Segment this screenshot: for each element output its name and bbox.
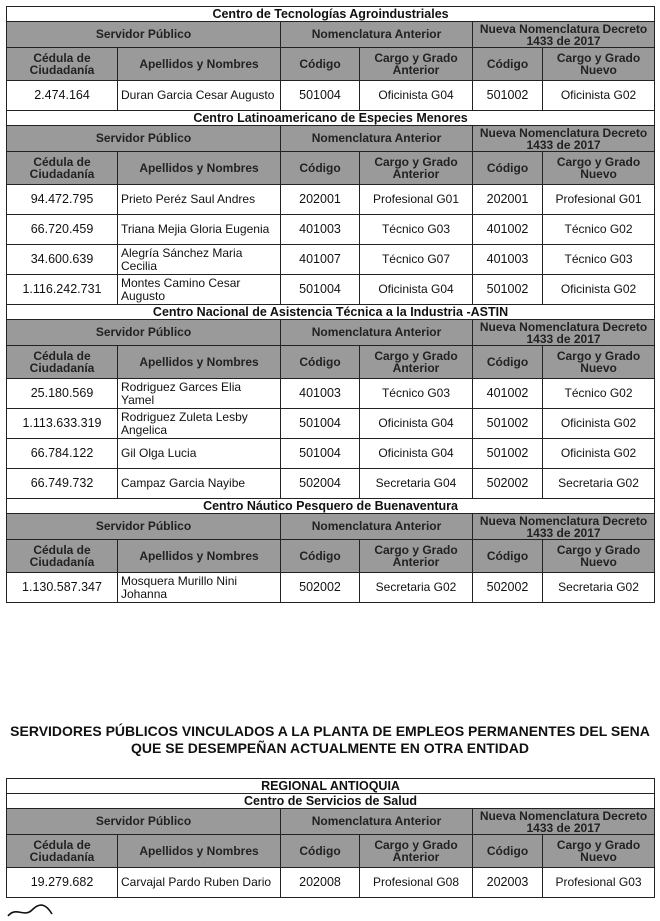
section-title-row	[7, 111, 655, 126]
cargo-anterior-cell: Secretaria G02	[360, 573, 473, 603]
codigo-anterior-cell: 501004	[281, 275, 360, 305]
header-servidor-publico: Servidor Público	[7, 22, 281, 48]
table-row	[7, 379, 655, 409]
cedula-cell: 66.720.459	[7, 215, 118, 245]
cedula-cell: 2.474.164	[7, 81, 118, 111]
cargo-nuevo-cell: Técnico G02	[543, 215, 655, 245]
cedula-cell: 19.279.682	[7, 868, 118, 898]
cargo-nuevo-cell: Técnico G02	[543, 379, 655, 409]
codigo-anterior-cell: 202001	[281, 185, 360, 215]
header-nomenclatura-anterior: Nomenclatura Anterior	[281, 809, 473, 835]
header-row-columns	[7, 152, 655, 185]
header-cargo-anterior: Cargo y Grado Anterior	[360, 48, 473, 81]
header-codigo-nuevo: Código	[473, 48, 543, 81]
header-cargo-nuevo: Cargo y Grado Nuevo	[543, 540, 655, 573]
header-codigo: Código	[281, 48, 360, 81]
header-cargo-anterior: Cargo y Grado Anterior	[360, 835, 473, 868]
header-cargo-anterior: Cargo y Grado Anterior	[360, 152, 473, 185]
cedula-cell: 66.784.122	[7, 439, 118, 469]
cargo-anterior-cell: Oficinista G04	[360, 81, 473, 111]
cargo-anterior-cell: Técnico G07	[360, 245, 473, 275]
header-cedula: Cédula de Ciudadanía	[7, 540, 118, 573]
codigo-anterior-cell: 401003	[281, 379, 360, 409]
header-servidor-publico: Servidor Público	[7, 809, 281, 835]
nombre-cell: Duran Garcia Cesar Augusto	[118, 81, 281, 111]
header-cargo-nuevo: Cargo y Grado Nuevo	[543, 48, 655, 81]
header-cargo-nuevo: Cargo y Grado Nuevo	[543, 152, 655, 185]
header-apellidos: Apellidos y Nombres	[118, 835, 281, 868]
nombre-cell: Gil Olga Lucia	[118, 439, 281, 469]
cargo-anterior-cell: Secretaria G04	[360, 469, 473, 499]
signature-mark	[6, 902, 76, 920]
regional-table	[6, 778, 655, 898]
header-cedula: Cédula de Ciudadanía	[7, 346, 118, 379]
codigo-anterior-cell: 501004	[281, 439, 360, 469]
nombre-cell: Mosquera Murillo Nini Johanna	[118, 573, 281, 603]
cedula-cell: 1.130.587.347	[7, 573, 118, 603]
codigo-anterior-cell: 202008	[281, 868, 360, 898]
header-nueva-nomenclatura: Nueva Nomenclatura Decreto 1433 de 2017	[473, 809, 655, 835]
header-cargo-nuevo: Cargo y Grado Nuevo	[543, 346, 655, 379]
codigo-nuevo-cell: 501002	[473, 81, 543, 111]
codigo-nuevo-cell: 501002	[473, 275, 543, 305]
table-row	[7, 215, 655, 245]
table-row	[7, 573, 655, 603]
table-row	[7, 409, 655, 439]
cargo-nuevo-cell: Oficinista G02	[543, 439, 655, 469]
cedula-cell: 1.113.633.319	[7, 409, 118, 439]
header-row-group	[7, 514, 655, 540]
cargo-anterior-cell: Oficinista G04	[360, 439, 473, 469]
header-codigo-nuevo: Código	[473, 835, 543, 868]
regional-center-row	[7, 794, 655, 809]
cargo-anterior-cell: Profesional G01	[360, 185, 473, 215]
codigo-anterior-cell: 502004	[281, 469, 360, 499]
header-nueva-nomenclatura: Nueva Nomenclatura Decreto 1433 de 2017	[473, 320, 655, 346]
codigo-nuevo-cell: 501002	[473, 439, 543, 469]
codigo-anterior-cell: 501004	[281, 409, 360, 439]
header-row-columns	[7, 48, 655, 81]
table-row	[7, 868, 655, 898]
nombre-cell: Montes Camino Cesar Augusto	[118, 275, 281, 305]
header-nueva-nomenclatura: Nueva Nomenclatura Decreto 1433 de 2017	[473, 126, 655, 152]
table-row	[7, 275, 655, 305]
header-servidor-publico: Servidor Público	[7, 126, 281, 152]
header-codigo-nuevo: Código	[473, 346, 543, 379]
section-title-row	[7, 7, 655, 22]
nombre-cell: Prieto Peréz Saul Andres	[118, 185, 281, 215]
table-row	[7, 81, 655, 111]
nombre-cell: Triana Mejia Gloria Eugenia	[118, 215, 281, 245]
header-codigo: Código	[281, 540, 360, 573]
employee-table-body	[7, 7, 655, 603]
regional-title: REGIONAL ANTIOQUIA	[7, 779, 655, 794]
codigo-nuevo-cell: 202003	[473, 868, 543, 898]
header-cedula: Cédula de Ciudadanía	[7, 835, 118, 868]
header-codigo: Código	[281, 835, 360, 868]
codigo-nuevo-cell: 202001	[473, 185, 543, 215]
regional-title-row	[7, 779, 655, 794]
header-codigo: Código	[281, 346, 360, 379]
cargo-nuevo-cell: Técnico G03	[543, 245, 655, 275]
codigo-nuevo-cell: 502002	[473, 469, 543, 499]
cargo-nuevo-cell: Profesional G01	[543, 185, 655, 215]
codigo-anterior-cell: 401007	[281, 245, 360, 275]
section-title-row	[7, 305, 655, 320]
cargo-anterior-cell: Técnico G03	[360, 379, 473, 409]
codigo-anterior-cell: 401003	[281, 215, 360, 245]
codigo-nuevo-cell: 401002	[473, 379, 543, 409]
nombre-cell: Campaz Garcia Nayibe	[118, 469, 281, 499]
cargo-anterior-cell: Profesional G08	[360, 868, 473, 898]
header-nueva-nomenclatura: Nueva Nomenclatura Decreto 1433 de 2017	[473, 22, 655, 48]
header-nomenclatura-anterior: Nomenclatura Anterior	[281, 320, 473, 346]
header-codigo-nuevo: Código	[473, 540, 543, 573]
header-row-columns	[7, 540, 655, 573]
table-row	[7, 245, 655, 275]
nombre-cell: Alegría Sánchez Maria Cecilia	[118, 245, 281, 275]
cargo-anterior-cell: Oficinista G04	[360, 275, 473, 305]
section-title: Centro Nacional de Asistencia Técnica a la Industria -ASTIN	[7, 305, 655, 320]
regional-table-body	[7, 779, 655, 898]
codigo-nuevo-cell: 401003	[473, 245, 543, 275]
cedula-cell: 1.116.242.731	[7, 275, 118, 305]
header-row-group	[7, 809, 655, 835]
header-nomenclatura-anterior: Nomenclatura Anterior	[281, 126, 473, 152]
cargo-anterior-cell: Técnico G03	[360, 215, 473, 245]
codigo-nuevo-cell: 501002	[473, 409, 543, 439]
header-codigo-nuevo: Código	[473, 152, 543, 185]
table-row	[7, 469, 655, 499]
header-apellidos: Apellidos y Nombres	[118, 152, 281, 185]
header-apellidos: Apellidos y Nombres	[118, 540, 281, 573]
cedula-cell: 25.180.569	[7, 379, 118, 409]
header-servidor-publico: Servidor Público	[7, 514, 281, 540]
cargo-anterior-cell: Oficinista G04	[360, 409, 473, 439]
cargo-nuevo-cell: Oficinista G02	[543, 275, 655, 305]
table-row	[7, 185, 655, 215]
header-row-group	[7, 22, 655, 48]
header-row-group	[7, 320, 655, 346]
regional-center-title: Centro de Servicios de Salud	[7, 794, 655, 809]
employee-table	[6, 6, 655, 603]
cargo-nuevo-cell: Oficinista G02	[543, 409, 655, 439]
header-servidor-publico: Servidor Público	[7, 320, 281, 346]
section-title-row	[7, 499, 655, 514]
cedula-cell: 94.472.795	[7, 185, 118, 215]
section-heading: SERVIDORES PÚBLICOS VINCULADOS A LA PLANTA DE EMPLEOS PERMANENTES DEL SENA QUE SE DESEMPEÑAN ACTUALMENTE EN OTRA ENTIDAD	[10, 723, 650, 756]
header-cedula: Cédula de Ciudadanía	[7, 152, 118, 185]
nombre-cell: Carvajal Pardo Ruben Dario	[118, 868, 281, 898]
header-cargo-anterior: Cargo y Grado Anterior	[360, 346, 473, 379]
cargo-nuevo-cell: Secretaria G02	[543, 573, 655, 603]
section-title: Centro Latinoamericano de Especies Menores	[7, 111, 655, 126]
header-cedula: Cédula de Ciudadanía	[7, 48, 118, 81]
header-apellidos: Apellidos y Nombres	[118, 346, 281, 379]
nombre-cell: Rodriguez Garces Elia Yamel	[118, 379, 281, 409]
header-codigo: Código	[281, 152, 360, 185]
codigo-nuevo-cell: 502002	[473, 573, 543, 603]
header-row-columns	[7, 346, 655, 379]
section-title: Centro Náutico Pesquero de Buenaventura	[7, 499, 655, 514]
header-apellidos: Apellidos y Nombres	[118, 48, 281, 81]
cedula-cell: 34.600.639	[7, 245, 118, 275]
codigo-anterior-cell: 502002	[281, 573, 360, 603]
header-nomenclatura-anterior: Nomenclatura Anterior	[281, 22, 473, 48]
cedula-cell: 66.749.732	[7, 469, 118, 499]
nombre-cell: Rodriguez Zuleta Lesby Angelica	[118, 409, 281, 439]
table-row	[7, 439, 655, 469]
header-row-columns	[7, 835, 655, 868]
section-title: Centro de Tecnologías Agroindustriales	[7, 7, 655, 22]
header-nomenclatura-anterior: Nomenclatura Anterior	[281, 514, 473, 540]
header-cargo-anterior: Cargo y Grado Anterior	[360, 540, 473, 573]
header-row-group	[7, 126, 655, 152]
cargo-nuevo-cell: Profesional G03	[543, 868, 655, 898]
cargo-nuevo-cell: Secretaria G02	[543, 469, 655, 499]
codigo-nuevo-cell: 401002	[473, 215, 543, 245]
cargo-nuevo-cell: Oficinista G02	[543, 81, 655, 111]
header-nueva-nomenclatura: Nueva Nomenclatura Decreto 1433 de 2017	[473, 514, 655, 540]
header-cargo-nuevo: Cargo y Grado Nuevo	[543, 835, 655, 868]
codigo-anterior-cell: 501004	[281, 81, 360, 111]
